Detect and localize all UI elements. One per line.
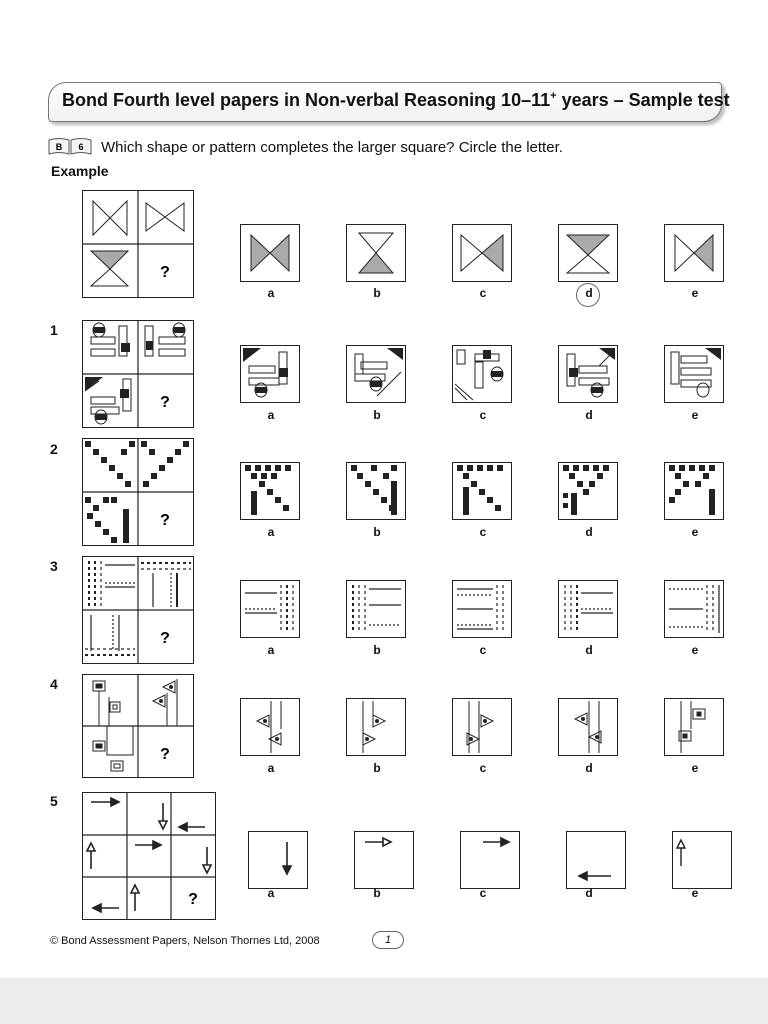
q2-option-a[interactable] [240,462,300,520]
question-mark: ? [160,630,170,647]
question-mark: ? [160,394,170,411]
q1-label-e[interactable]: e [691,408,699,422]
q3-label-c[interactable]: c [479,643,487,657]
page-number: 1 [372,931,404,949]
q5-puzzle-grid [82,792,216,920]
q3-label-e[interactable]: e [691,643,699,657]
q3-option-d[interactable] [558,580,618,638]
question-mark: ? [160,746,170,763]
q3-puzzle-grid [82,556,194,664]
q2-option-c[interactable] [452,462,512,520]
question-number-1: 1 [50,322,58,338]
q3-label-b[interactable]: b [373,643,381,657]
book-icon [47,137,93,155]
q1-option-c[interactable] [452,345,512,403]
q2-puzzle-grid [82,438,194,546]
instruction-text: Which shape or pattern completes the larger square? Circle the letter. [101,139,563,156]
q2-label-b[interactable]: b [373,525,381,539]
q4-option-d[interactable] [558,698,618,756]
question-mark: ? [160,264,170,281]
q5-label-e[interactable]: e [691,886,699,900]
q5-label-b[interactable]: b [373,886,381,900]
q4-label-d[interactable]: d [585,761,593,775]
q1-label-c[interactable]: c [479,408,487,422]
question-mark: ? [160,512,170,529]
q1-option-d[interactable] [558,345,618,403]
example-label: Example [51,163,109,179]
book-icon-right-label: 6 [78,142,84,152]
example-option-a[interactable] [240,224,300,282]
question-mark: ? [188,891,198,908]
example-puzzle-grid [82,190,194,298]
q5-option-c[interactable] [460,831,520,889]
q3-label-a[interactable]: a [267,643,275,657]
q2-option-b[interactable] [346,462,406,520]
q4-option-e[interactable] [664,698,724,756]
q4-label-c[interactable]: c [479,761,487,775]
question-number-4: 4 [50,676,58,692]
q3-label-d[interactable]: d [585,643,593,657]
q3-option-e[interactable] [664,580,724,638]
q3-option-c[interactable] [452,580,512,638]
q5-option-e[interactable] [672,831,732,889]
q1-puzzle-grid [82,320,194,428]
example-label-d[interactable]: d [585,286,593,300]
q5-option-b[interactable] [354,831,414,889]
q5-label-d[interactable]: d [585,886,593,900]
example-option-c[interactable] [452,224,512,282]
q4-option-b[interactable] [346,698,406,756]
question-number-5: 5 [50,793,58,809]
example-label-e[interactable]: e [691,286,699,300]
question-number-3: 3 [50,558,58,574]
q2-label-a[interactable]: a [267,525,275,539]
example-label-c[interactable]: c [479,286,487,300]
q4-puzzle-grid [82,674,194,778]
example-label-b[interactable]: b [373,286,381,300]
example-label-a[interactable]: a [267,286,275,300]
q3-option-a[interactable] [240,580,300,638]
q5-label-a[interactable]: a [267,886,275,900]
page-title: Bond Fourth level papers in Non-verbal Reasoning 10–11+ years – Sample test [62,90,730,110]
q4-option-c[interactable] [452,698,512,756]
q3-option-b[interactable] [346,580,406,638]
example-option-b[interactable] [346,224,406,282]
q2-option-d[interactable] [558,462,618,520]
q2-option-e[interactable] [664,462,724,520]
copyright-footer: © Bond Assessment Papers, Nelson Thornes Ltd, 2008 [50,935,320,947]
q4-label-b[interactable]: b [373,761,381,775]
book-icon-left-label: B [55,142,63,152]
q1-label-b[interactable]: b [373,408,381,422]
q4-label-e[interactable]: e [691,761,699,775]
q5-option-d[interactable] [566,831,626,889]
q1-label-a[interactable]: a [267,408,275,422]
example-option-e[interactable] [664,224,724,282]
q5-option-a[interactable] [248,831,308,889]
q2-label-d[interactable]: d [585,525,593,539]
q1-option-a[interactable] [240,345,300,403]
question-number-2: 2 [50,441,58,457]
q1-option-b[interactable] [346,345,406,403]
page-bottom-band [0,978,768,1024]
q5-label-c[interactable]: c [479,886,487,900]
q4-label-a[interactable]: a [267,761,275,775]
q2-label-e[interactable]: e [691,525,699,539]
example-option-d[interactable] [558,224,618,282]
q4-option-a[interactable] [240,698,300,756]
q2-label-c[interactable]: c [479,525,487,539]
q1-label-d[interactable]: d [585,408,593,422]
q1-option-e[interactable] [664,345,724,403]
